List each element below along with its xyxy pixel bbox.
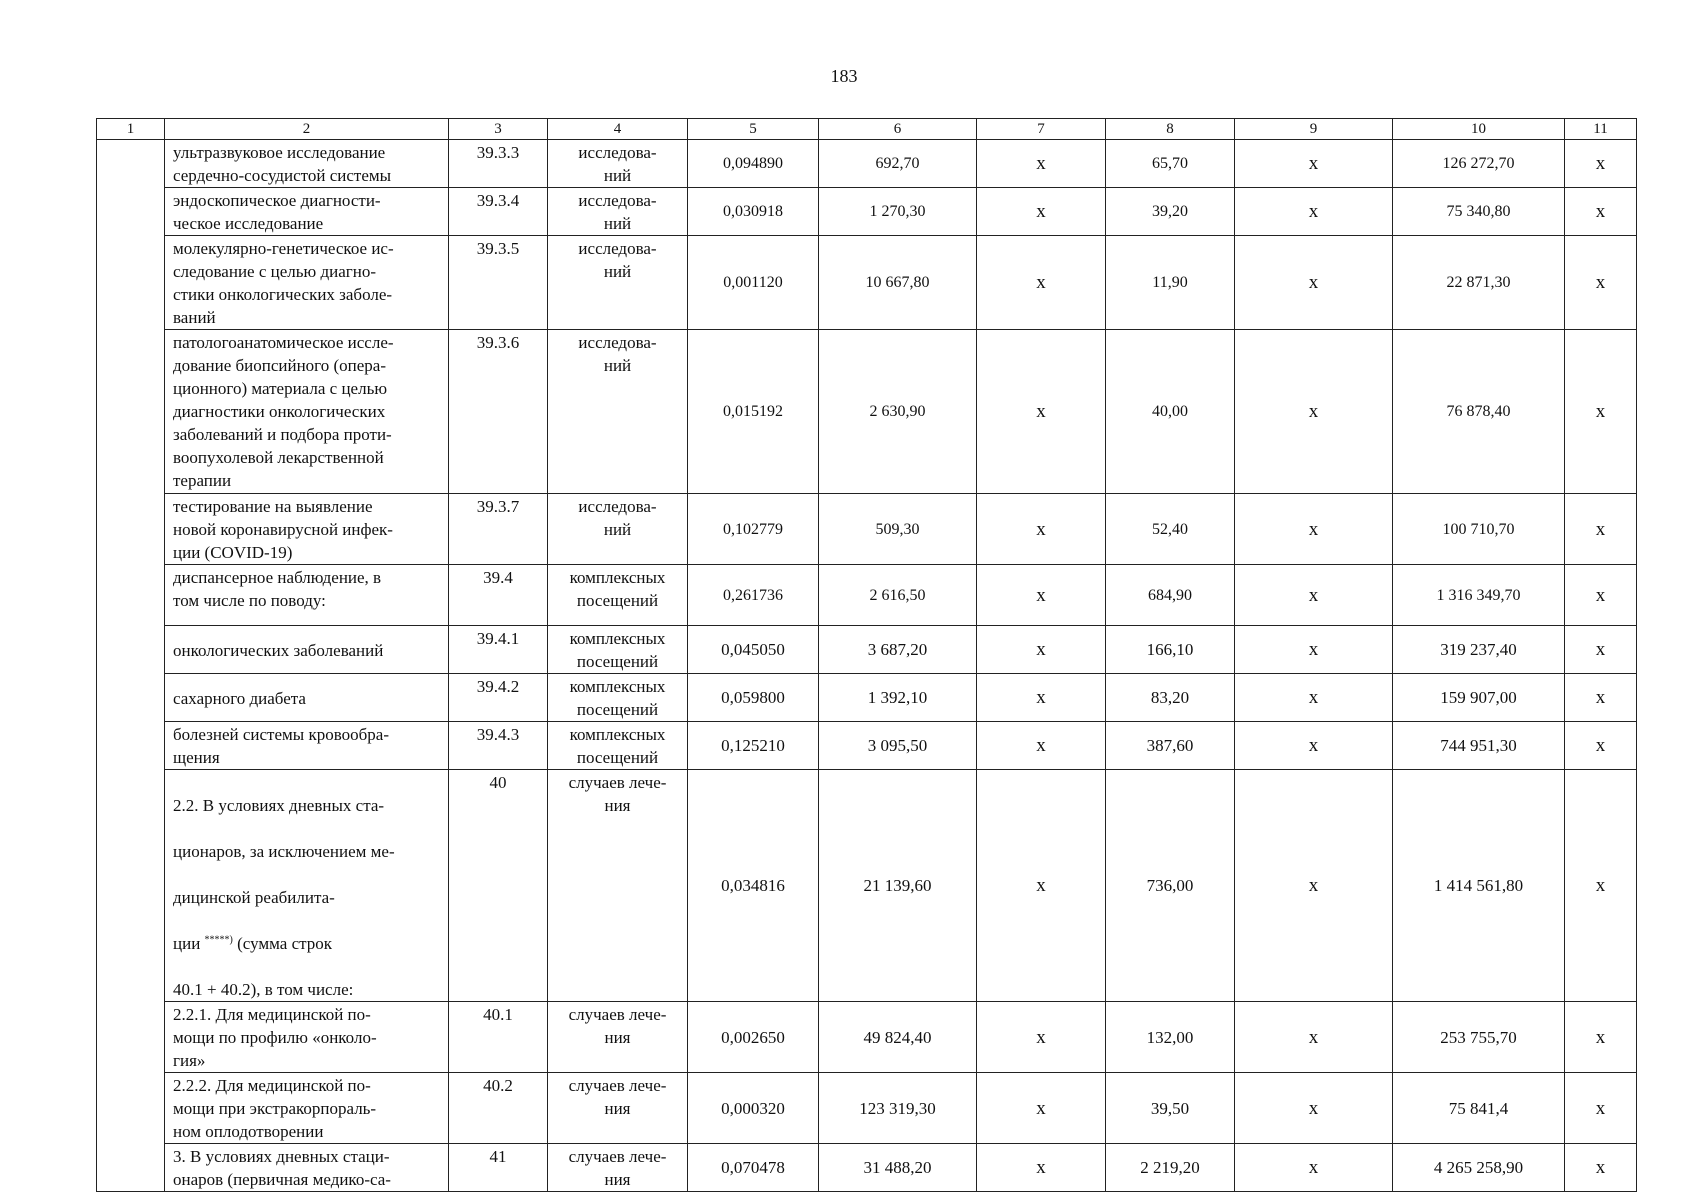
cell-col11: х: [1565, 626, 1637, 674]
cell-col11: х: [1565, 188, 1637, 236]
row-code: 39.3.7: [449, 494, 548, 565]
cell-col5: 0,125210: [688, 722, 819, 770]
column-number: 3: [449, 119, 548, 140]
cell-col11: х: [1565, 1073, 1637, 1144]
row-unit: комплексных посещений: [548, 674, 688, 722]
row-code: 39.4.2: [449, 674, 548, 722]
row-name: молекулярно-генетическое ис- следование с целью диагно- стики онкологических заболе- ваний: [165, 236, 449, 330]
column-number: 9: [1235, 119, 1393, 140]
table-row: [97, 1144, 1637, 1192]
table-row: [97, 140, 1637, 188]
row-unit: исследова- ний: [548, 188, 688, 236]
column-number: 8: [1106, 119, 1235, 140]
cell-col9: х: [1235, 236, 1393, 330]
table-row: [97, 770, 1637, 1002]
column-number: 2: [165, 119, 449, 140]
data-table: [96, 118, 1637, 1192]
table-row: [97, 1002, 1637, 1073]
cell-col5: 0,001120: [688, 236, 819, 330]
row-name: диспансерное наблюдение, в том числе по поводу:: [165, 565, 449, 626]
row-code: 40: [449, 770, 548, 1002]
cell-col5: 0,030918: [688, 188, 819, 236]
cell-col8: 65,70: [1106, 140, 1235, 188]
row-unit: комплексных посещений: [548, 722, 688, 770]
table-row: [97, 494, 1637, 565]
cell-col8: 132,00: [1106, 1002, 1235, 1073]
column-number: 11: [1565, 119, 1637, 140]
cell-col10: 100 710,70: [1393, 494, 1565, 565]
cell-col11: х: [1565, 140, 1637, 188]
row-name-line: 40.1 + 40.2), в том числе:: [173, 980, 354, 999]
cell-col6: 3 095,50: [819, 722, 977, 770]
cell-col7: х: [977, 188, 1106, 236]
cell-col6: 2 630,90: [819, 330, 977, 494]
cell-col9: х: [1235, 626, 1393, 674]
cell-col7: х: [977, 626, 1106, 674]
column-number: 10: [1393, 119, 1565, 140]
cell-col11: х: [1565, 330, 1637, 494]
cell-col11: х: [1565, 236, 1637, 330]
row-code: 39.3.6: [449, 330, 548, 494]
row-unit: случаев лече- ния: [548, 770, 688, 1002]
column-number: 6: [819, 119, 977, 140]
row-name-text: ции: [173, 934, 205, 953]
empty-first-column-cell: [97, 140, 165, 1192]
cell-col7: х: [977, 722, 1106, 770]
row-unit: случаев лече- ния: [548, 1002, 688, 1073]
cell-col6: 21 139,60: [819, 770, 977, 1002]
row-name: 2.2.2. Для медицинской по- мощи при экстракорпораль- ном оплодотворении: [165, 1073, 449, 1144]
cell-col9: х: [1235, 140, 1393, 188]
cell-col10: 744 951,30: [1393, 722, 1565, 770]
cell-col7: х: [977, 1002, 1106, 1073]
cell-col5: 0,094890: [688, 140, 819, 188]
cell-col8: 52,40: [1106, 494, 1235, 565]
row-name: болезней системы кровообра- щения: [165, 722, 449, 770]
cell-col10: 1 316 349,70: [1393, 565, 1565, 626]
table-row: [97, 674, 1637, 722]
row-name: патологоанатомическое иссле- дование биопсийного (опера- ционного) материала с целью диагностики онкологических заболеваний и подбора проти- воопухолевой лекарственной терапии: [165, 330, 449, 494]
cell-col9: х: [1235, 722, 1393, 770]
cell-col11: х: [1565, 674, 1637, 722]
footnote-mark: *****): [204, 934, 233, 946]
cell-col6: 509,30: [819, 494, 977, 565]
row-unit: исследова- ний: [548, 330, 688, 494]
table-row: [97, 188, 1637, 236]
row-unit: исследова- ний: [548, 494, 688, 565]
column-number: 5: [688, 119, 819, 140]
cell-col6: 3 687,20: [819, 626, 977, 674]
cell-col11: х: [1565, 565, 1637, 626]
row-code: 39.3.3: [449, 140, 548, 188]
row-name-line: ционаров, за исключением ме-: [173, 842, 395, 861]
row-name: 2.2.1. Для медицинской по- мощи по профилю «онколо- гия»: [165, 1002, 449, 1073]
cell-col8: 736,00: [1106, 770, 1235, 1002]
cell-col8: 40,00: [1106, 330, 1235, 494]
cell-col6: 10 667,80: [819, 236, 977, 330]
cell-col10: 159 907,00: [1393, 674, 1565, 722]
cell-col6: 692,70: [819, 140, 977, 188]
cell-col5: 0,002650: [688, 1002, 819, 1073]
cell-col9: х: [1235, 1002, 1393, 1073]
cell-col10: 76 878,40: [1393, 330, 1565, 494]
row-name-line: 2.2. В условиях дневных ста-: [173, 796, 385, 815]
cell-col11: х: [1565, 1002, 1637, 1073]
table-row: [97, 722, 1637, 770]
column-number-row: [97, 119, 1637, 140]
row-code: 41: [449, 1144, 548, 1192]
cell-col5: 0,015192: [688, 330, 819, 494]
row-code: 39.3.5: [449, 236, 548, 330]
cell-col6: 1 392,10: [819, 674, 977, 722]
cell-col5: 0,034816: [688, 770, 819, 1002]
cell-col10: 253 755,70: [1393, 1002, 1565, 1073]
row-name: сахарного диабета: [165, 674, 449, 722]
cell-col7: х: [977, 494, 1106, 565]
cell-col10: 22 871,30: [1393, 236, 1565, 330]
cell-col5: 0,045050: [688, 626, 819, 674]
column-number: 1: [97, 119, 165, 140]
row-unit: комплексных посещений: [548, 565, 688, 626]
cell-col10: 1 414 561,80: [1393, 770, 1565, 1002]
table-row: [97, 626, 1637, 674]
row-unit: исследова- ний: [548, 140, 688, 188]
cell-col7: х: [977, 140, 1106, 188]
cell-col8: 166,10: [1106, 626, 1235, 674]
row-code: 39.3.4: [449, 188, 548, 236]
cell-col7: х: [977, 674, 1106, 722]
row-name: эндоскопическое диагности- ческое исследование: [165, 188, 449, 236]
cell-col7: х: [977, 330, 1106, 494]
row-code: 39.4: [449, 565, 548, 626]
cell-col11: х: [1565, 1144, 1637, 1192]
cell-col8: 684,90: [1106, 565, 1235, 626]
cell-col7: х: [977, 565, 1106, 626]
cell-col8: 2 219,20: [1106, 1144, 1235, 1192]
table-row: [97, 236, 1637, 330]
row-name: ультразвуковое исследование сердечно-сосудистой системы: [165, 140, 449, 188]
cell-col7: х: [977, 770, 1106, 1002]
cell-col10: 319 237,40: [1393, 626, 1565, 674]
cell-col8: 11,90: [1106, 236, 1235, 330]
row-name-line: дицинской реабилита-: [173, 888, 335, 907]
cell-col9: х: [1235, 330, 1393, 494]
row-code: 40.1: [449, 1002, 548, 1073]
column-number: 4: [548, 119, 688, 140]
row-name: онкологических заболеваний: [165, 626, 449, 674]
cell-col8: 83,20: [1106, 674, 1235, 722]
cell-col9: х: [1235, 674, 1393, 722]
cell-col11: х: [1565, 722, 1637, 770]
cell-col8: 39,50: [1106, 1073, 1235, 1144]
cell-col5: 0,102779: [688, 494, 819, 565]
cell-col10: 4 265 258,90: [1393, 1144, 1565, 1192]
cell-col9: х: [1235, 565, 1393, 626]
table-row: [97, 1073, 1637, 1144]
cell-col6: 2 616,50: [819, 565, 977, 626]
row-unit: случаев лече- ния: [548, 1144, 688, 1192]
cell-col5: 0,000320: [688, 1073, 819, 1144]
cell-col5: 0,261736: [688, 565, 819, 626]
column-number: 7: [977, 119, 1106, 140]
cell-col10: 75 841,4: [1393, 1073, 1565, 1144]
cell-col7: х: [977, 236, 1106, 330]
cell-col6: 49 824,40: [819, 1002, 977, 1073]
row-unit: комплексных посещений: [548, 626, 688, 674]
row-name: 3. В условиях дневных стаци- онаров (первичная медико-са-: [165, 1144, 449, 1192]
row-code: 40.2: [449, 1073, 548, 1144]
cell-col6: 1 270,30: [819, 188, 977, 236]
cell-col5: 0,059800: [688, 674, 819, 722]
row-unit: случаев лече- ния: [548, 1073, 688, 1144]
cell-col9: х: [1235, 1073, 1393, 1144]
cell-col9: х: [1235, 188, 1393, 236]
row-code: 39.4.1: [449, 626, 548, 674]
table-row: [97, 330, 1637, 494]
cell-col8: 39,20: [1106, 188, 1235, 236]
row-code: 39.4.3: [449, 722, 548, 770]
cell-col10: 75 340,80: [1393, 188, 1565, 236]
row-name: [165, 770, 449, 1002]
cell-col5: 0,070478: [688, 1144, 819, 1192]
row-name: тестирование на выявление новой коронавирусной инфек- ции (COVID-19): [165, 494, 449, 565]
cell-col11: х: [1565, 770, 1637, 1002]
cell-col7: х: [977, 1144, 1106, 1192]
row-name-text: (сумма строк: [232, 934, 333, 953]
cell-col11: х: [1565, 494, 1637, 565]
page-number: 183: [830, 66, 858, 86]
cell-col7: х: [977, 1073, 1106, 1144]
cell-col6: 31 488,20: [819, 1144, 977, 1192]
cell-col10: 126 272,70: [1393, 140, 1565, 188]
table-row: [97, 565, 1637, 626]
cell-col9: х: [1235, 1144, 1393, 1192]
cell-col9: х: [1235, 494, 1393, 565]
cell-col6: 123 319,30: [819, 1073, 977, 1144]
cell-col9: х: [1235, 770, 1393, 1002]
cell-col8: 387,60: [1106, 722, 1235, 770]
row-unit: исследова- ний: [548, 236, 688, 330]
